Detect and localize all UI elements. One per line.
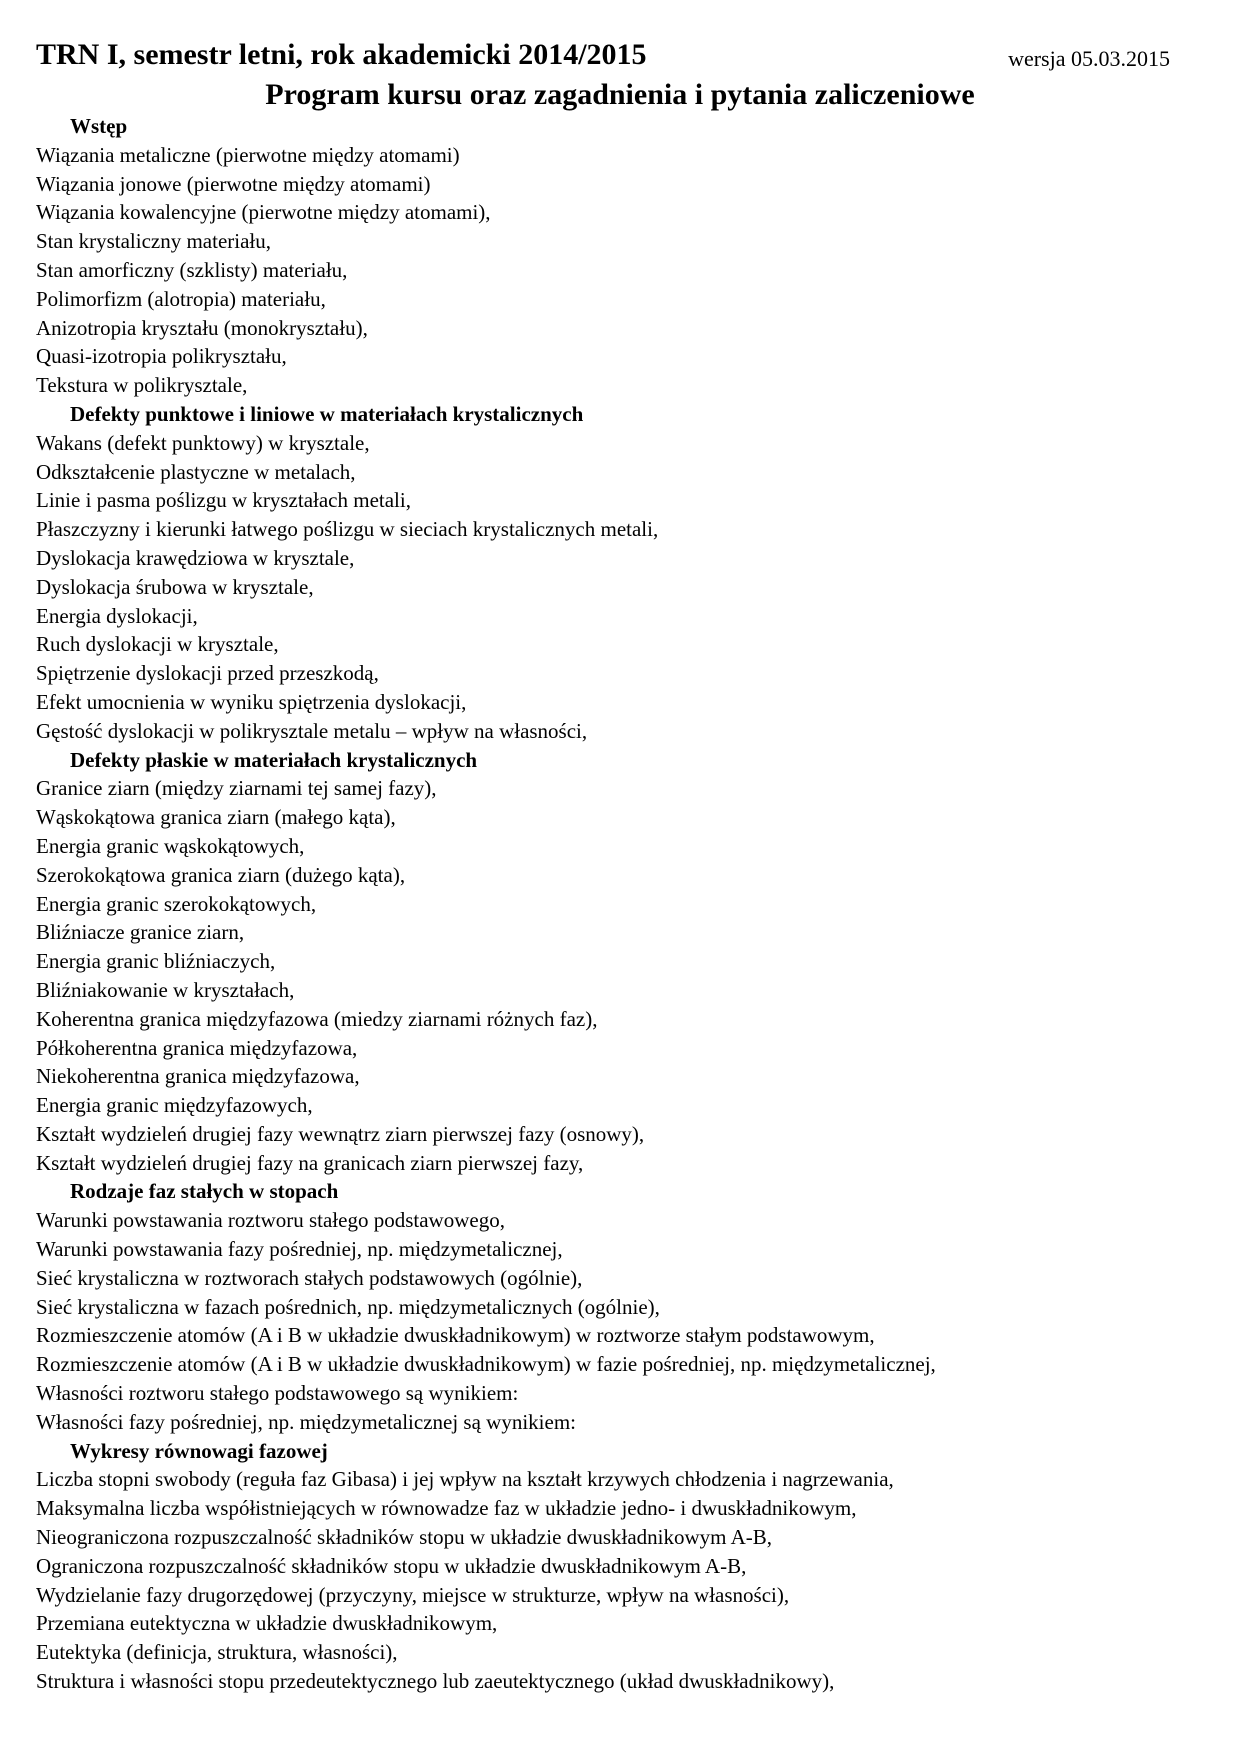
list-item: Maksymalna liczba współistniejących w równowadze faz w układzie jedno- i dwuskładnikowym,: [36, 1496, 857, 1521]
list-item: Odkształcenie plastyczne w metalach,: [36, 459, 356, 484]
list-item: Granice ziarn (między ziarnami tej samej fazy),: [36, 776, 437, 801]
list-item: Stan amorficzny (szklisty) materiału,: [36, 257, 348, 282]
list-item: Wakans (defekt punktowy) w krysztale,: [36, 430, 370, 455]
list-item: Nieograniczona rozpuszczalność składników stopu w układzie dwuskładnikowym A-B,: [36, 1525, 772, 1550]
list-item: Polimorfizm (alotropia) materiału,: [36, 286, 326, 311]
list-item: Sieć krystaliczna w roztworach stałych podstawowych (ogólnie),: [36, 1265, 583, 1290]
list-item: Niekoherentna granica międzyfazowa,: [36, 1064, 360, 1089]
list-item: Energia granic szerokokątowych,: [36, 891, 317, 916]
list-item: Własności roztworu stałego podstawowego są wynikiem:: [36, 1381, 519, 1406]
document-header: [36, 38, 1170, 78]
list-item: Wąskokątowa granica ziarn (małego kąta),: [36, 805, 396, 830]
section-heading: Wykresy równowagi fazowej: [70, 1438, 328, 1463]
list-item: Bliźniakowanie w kryształach,: [36, 977, 295, 1002]
list-item: Spiętrzenie dyslokacji przed przeszkodą,: [36, 661, 379, 686]
list-item: Przemiana eutektyczna w układzie dwuskładnikowym,: [36, 1611, 498, 1636]
list-item: Stan krystaliczny materiału,: [36, 229, 272, 254]
list-item: Linie i pasma poślizgu w kryształach metali,: [36, 488, 411, 513]
list-item: Warunki powstawania fazy pośredniej, np. międzymetalicznej,: [36, 1237, 563, 1262]
section-heading: Wstęp: [70, 114, 128, 138]
list-item: Kształt wydzieleń drugiej fazy wewnątrz ziarn pierwszej fazy (osnowy),: [36, 1121, 645, 1146]
list-item: Liczba stopni swobody (reguła faz Gibasa) i jej wpływ na kształt krzywych chłodzenia i nagrzewania,: [36, 1467, 894, 1492]
list-item: Energia granic wąskokątowych,: [36, 833, 305, 858]
list-item: Szerokokątowa granica ziarn (dużego kąta),: [36, 862, 406, 887]
list-item: Ograniczona rozpuszczalność składników stopu w układzie dwuskładnikowym A-B,: [36, 1553, 747, 1578]
list-item: Dyslokacja krawędziowa w krysztale,: [36, 545, 355, 570]
section-heading: Defekty punktowe i liniowe w materiałach krystalicznych: [70, 401, 584, 426]
list-item: Bliźniacze granice ziarn,: [36, 920, 245, 945]
section-heading: Rodzaje faz stałych w stopach: [70, 1179, 339, 1204]
list-item: Energia granic bliźniaczych,: [36, 949, 276, 974]
list-item: Koherentna granica międzyfazowa (miedzy ziarnami różnych faz),: [36, 1006, 598, 1031]
list-item: Anizotropia kryształu (monokryształu),: [36, 315, 368, 340]
list-item: Ruch dyslokacji w krysztale,: [36, 632, 279, 657]
list-item: Rozmieszczenie atomów (A i B w układzie dwuskładnikowym) w roztworze stałym podstawowym,: [36, 1323, 875, 1348]
list-item: Wydzielanie fazy drugorzędowej (przyczyny, miejsce w strukturze, wpływ na własności),: [36, 1582, 790, 1607]
document-subtitle: Program kursu oraz zagadnienia i pytania zaliczeniowe: [265, 78, 975, 111]
list-item: Dyslokacja śrubowa w krysztale,: [36, 574, 314, 599]
list-item: Gęstość dyslokacji w polikrysztale metalu – wpływ na własności,: [36, 718, 588, 743]
list-item: Efekt umocnienia w wyniku spiętrzenia dyslokacji,: [36, 689, 467, 714]
list-item: Energia granic międzyfazowych,: [36, 1093, 313, 1118]
version-label: wersja 05.03.2015: [1008, 46, 1170, 71]
list-item: Półkoherentna granica międzyfazowa,: [36, 1035, 358, 1060]
list-item: Warunki powstawania roztworu stałego podstawowego,: [36, 1208, 505, 1233]
list-item: Własności fazy pośredniej, np. międzymetalicznej są wynikiem:: [36, 1409, 576, 1434]
course-program-list: [36, 112, 1216, 1696]
list-item: Rozmieszczenie atomów (A i B w układzie dwuskładnikowym) w fazie pośredniej, np. międzymetalicznej,: [36, 1352, 936, 1377]
list-item: Wiązania kowalencyjne (pierwotne między atomami),: [36, 200, 491, 225]
list-item: Płaszczyzny i kierunki łatwego poślizgu w sieciach krystalicznych metali,: [36, 517, 659, 542]
section-heading: Defekty płaskie w materiałach krystalicznych: [70, 747, 478, 772]
list-item: Sieć krystaliczna w fazach pośrednich, np. międzymetalicznych (ogólnie),: [36, 1294, 660, 1319]
list-item: Wiązania metaliczne (pierwotne między atomami): [36, 142, 460, 167]
list-item: Wiązania jonowe (pierwotne między atomami): [36, 171, 431, 196]
document-title: TRN I, semestr letni, rok akademicki 2014/2015: [36, 38, 647, 71]
list-item: Tekstura w polikrysztale,: [36, 373, 248, 398]
list-item: Eutektyka (definicja, struktura, własności),: [36, 1640, 398, 1665]
list-item: Kształt wydzieleń drugiej fazy na granicach ziarn pierwszej fazy,: [36, 1150, 584, 1175]
list-item: Struktura i własności stopu przedeutektycznego lub zaeutektycznego (układ dwuskładnikowy),: [36, 1669, 835, 1694]
list-item: Quasi-izotropia polikryształu,: [36, 344, 287, 369]
list-item: Energia dyslokacji,: [36, 603, 198, 628]
